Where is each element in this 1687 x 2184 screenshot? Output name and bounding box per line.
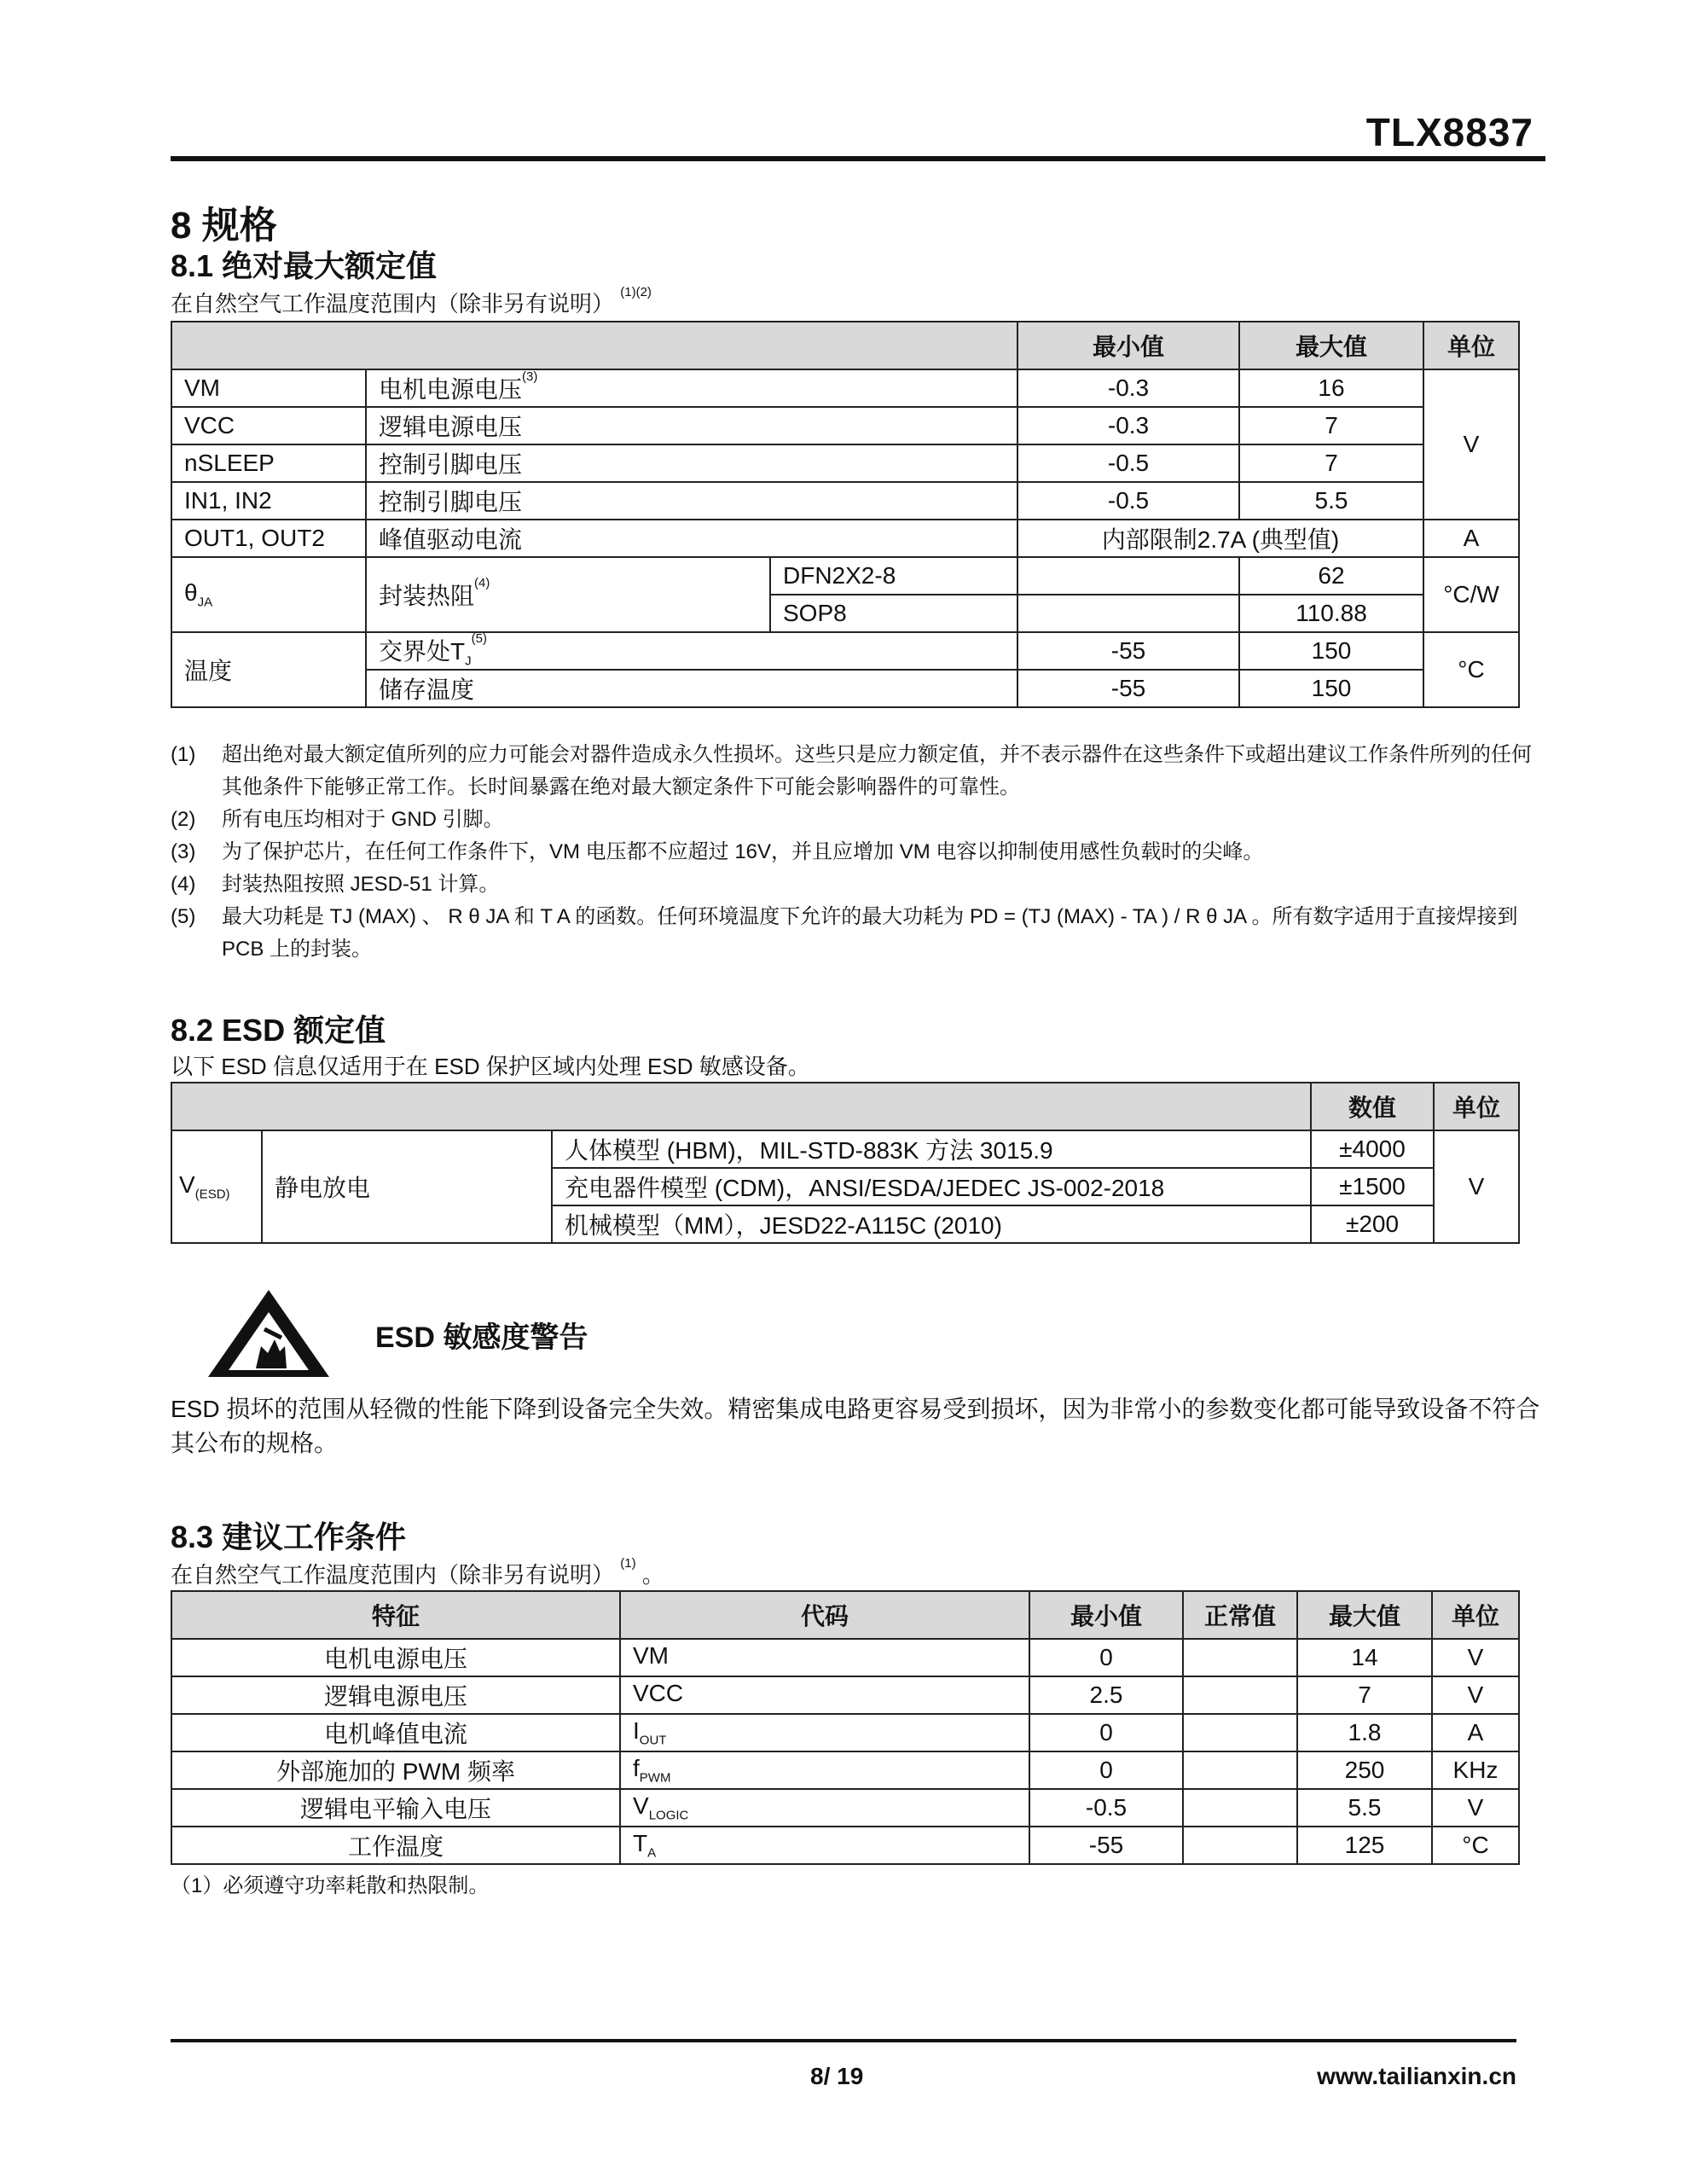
table-row: 电机电源电压 VM 0 14 V: [171, 1639, 1519, 1676]
table-row: 工作温度 $T_A$ -55 125 °C: [171, 1827, 1519, 1864]
table-row: nSLEEP 控制引脚电压 -0.5 7: [171, 444, 1519, 482]
abs-max-table: [171, 321, 1520, 708]
rec-op-table: [171, 1590, 1520, 1865]
table-row: 储存温度 -55 150: [171, 670, 1519, 707]
footer-rule: [171, 2039, 1516, 2042]
table-row: 机械模型（MM），JESD22-A115C (2010) ±200: [171, 1205, 1519, 1243]
table-row: VCC 逻辑电源电压 -0.3 7: [171, 407, 1519, 444]
esd-table: [171, 1082, 1520, 1244]
table-row: OUT1, OUT2 峰值驱动电流 内部限制2.7A (典型值) A: [171, 520, 1519, 557]
footnote: (1) 超出绝对最大额定值所列的应力可能会对器件造成永久性损坏。这些只是应力额定值，并不表示器件在这些条件下或超出建议工作条件所列的任何其他条件下能够正常工作。长时间暴露在绝对最大额定条件下可能会影响器件的可靠性。: [171, 743, 1532, 799]
s81-caption: 在自然空气工作温度范围内（除非另有说明） $^{(1)(2)}$: [171, 285, 652, 317]
header-rule: [171, 156, 1545, 161]
table-header: 特征 代码 最小值 正常值 最大值 单位: [171, 1591, 1519, 1639]
s83-footnote: （1）必须遵守功率耗散和热限制。: [171, 1874, 490, 1897]
footnote: (2) 所有电压均相对于 GND 引脚。: [171, 808, 504, 831]
table-row: VM 电机电源电压$^{(3)}$ -0.3 16 V: [171, 369, 1519, 407]
table-row: 逻辑电平输入电压 $V_{LOGIC}$ -0.5 5.5 V: [171, 1789, 1519, 1827]
website-link[interactable]: www.tailianxin.cn: [1317, 2063, 1516, 2089]
table-row: $V_{(ESD)}$ 静电放电 人体模型 (HBM)，MIL-STD-883K 方法 3015.9 ±4000 V: [171, 1130, 1519, 1168]
table-row: 外部施加的 PWM 频率 $f_{PWM}$ 0 250 KHz: [171, 1751, 1519, 1789]
s81-title: 8.1 绝对最大额定值: [171, 248, 438, 283]
s82-caption: 以下 ESD 信息仅适用于在 ESD 保护区域内处理 ESD 敏感设备。: [171, 1054, 810, 1079]
s81-notes: [171, 739, 1545, 966]
s83-caption: 在自然空气工作温度范围内（除非另有说明） $^{(1)}$ 。: [171, 1556, 664, 1588]
table-row: 温度 交界处$T_J^{(5)}$ -55 150 °C: [171, 632, 1519, 670]
table-row: 逻辑电源电压 VCC 2.5 7 V: [171, 1676, 1519, 1714]
table-row: $\theta_{JA}$ 封装热阻$^{(4)}$ DFN2X2-8 62 °C/W: [171, 557, 1519, 595]
table-row: SOP8 110.88: [171, 595, 1519, 632]
footnote: (3) 为了保护芯片，在任何工作条件下，VM 电压都不应超过 16V，并且应增加 VM 电容以抑制使用感性负载时的尖峰。: [171, 840, 1264, 863]
doc-title: TLX8837: [1365, 110, 1533, 154]
esd-warning-text: ESD 损坏的范围从轻微的性能下降到设备完全失效。精密集成电路更容易受到损坏，因为非常小的参数变化都可能导致设备不符合其公布的规格。: [171, 1396, 1540, 1456]
s83-title: 8.3 建议工作条件: [171, 1519, 407, 1554]
footnote: (4) 封装热阻按照 JESD-51 计算。: [171, 873, 500, 896]
s82-title: 8.2 ESD 额定值: [171, 1013, 386, 1048]
table-row: 充电器件模型 (CDM)，ANSI/ESDA/JEDEC JS-002-2018 ±1500: [171, 1168, 1519, 1205]
esd-warning-icon: [205, 1287, 333, 1380]
page-number: 8/ 19: [810, 2063, 864, 2089]
esd-warning-title: ESD 敏感度警告: [375, 1321, 588, 1354]
footnote: (5) 最大功耗是 TJ (MAX) 、 R θ JA 和 T A 的函数。任何环境温度下允许的最大功耗为 PD = (TJ (MAX) - TA ) / R θ JA 。所有数字适用于直接焊接到 PCB 上的封装。: [171, 905, 1518, 961]
table-row: 电机峰值电流 $I_{OUT}$ 0 1.8 A: [171, 1714, 1519, 1751]
table-row: IN1, IN2 控制引脚电压 -0.5 5.5: [171, 482, 1519, 520]
section-title: 8 规格: [171, 205, 277, 247]
table-header: 数值 单位: [171, 1083, 1519, 1130]
table-header: 最小值 最大值 单位: [171, 322, 1519, 369]
unit-cell: V: [1423, 369, 1519, 520]
